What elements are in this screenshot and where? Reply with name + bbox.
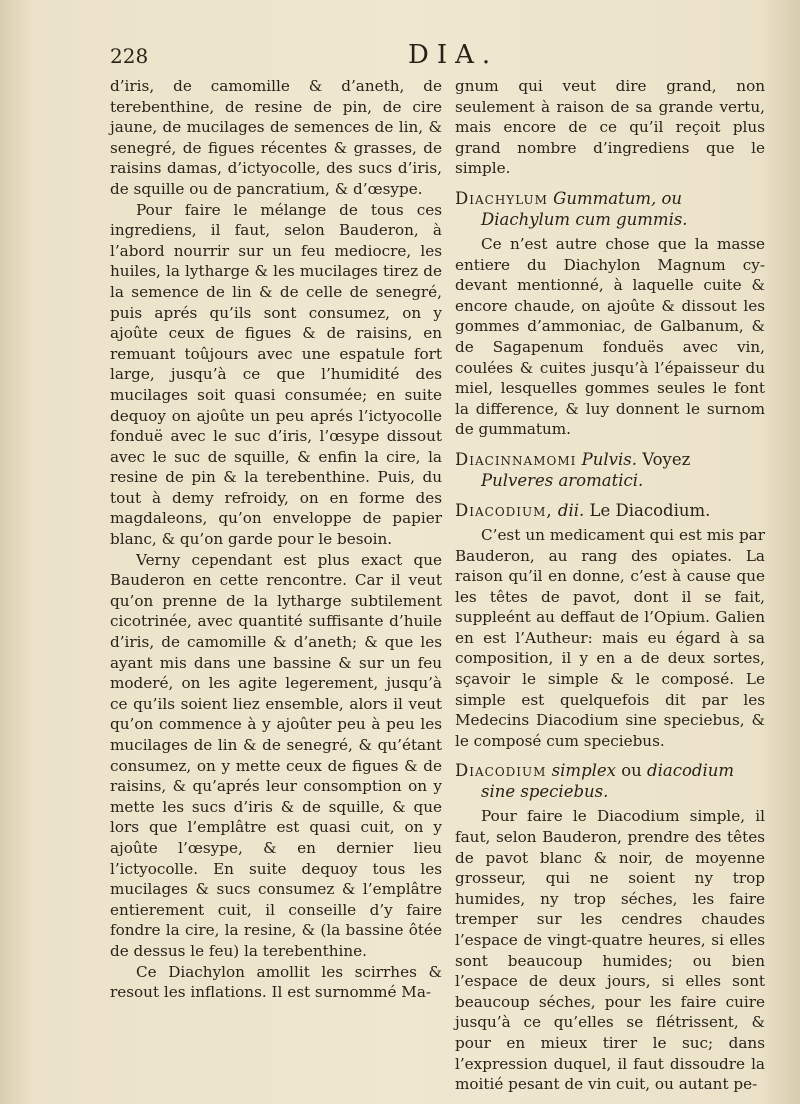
entry-headword: Diacodium,: [455, 500, 553, 520]
right-column: [455, 76, 765, 1095]
entry-connector: ou: [621, 761, 642, 781]
cross-reference-target: Pulveres aromatici.: [481, 470, 644, 490]
entry-subtitle: Gummatum, ou Diachylum cum gummis.: [481, 188, 688, 229]
paragraph: C’est un medicament qui est mis par Bauderon, au rang des opiates. La raison qu’il en donne, c’est à cause que les têtes de pavot, dont il se fait, suppleént au deffaut de l’Opium. Galien en est l’Autheur: mais eu égard à sa composition, il y en a de deux sortes, sçavoir le simple & le composé. Le simple est quelquefois dit par les Medecins Diacodium sine speciebus, & le composé cum speciebus.: [455, 525, 765, 750]
entry-translation: Le Diacodium.: [589, 500, 711, 520]
entry-heading-diacodium: [455, 500, 765, 521]
paragraph: d’iris, de camomille & d’aneth, de terebenthine, de resine de pin, de cire jaune, de mucilages de semences de lin, & senegré, de figues récentes & grasses, de raisins damas, d’ictyocolle, des sucs d’iris, de squille ou de pancratium, & d’œsype.: [110, 77, 442, 198]
left-column: [110, 76, 442, 1003]
entry-heading-diacinnamomi: [455, 449, 765, 491]
entry-genitive: dii.: [557, 500, 585, 520]
paragraph: gnum qui veut dire grand, non seulement à raison de sa grande vertu, mais encore de ce qu’il reçoit plus grand nombre d’ingrediens que le simple.: [455, 77, 765, 178]
entry-headword: Diachylum: [455, 188, 548, 208]
entry-subtitle: simplex: [551, 761, 616, 781]
paragraph: Verny cependant est plus exact que Bauderon en cette rencontre. Car il veut qu’on prenne de la lytharge subtilement cicotrinée, avec quantité suffisante d’huile d’iris, de camomille & d’aneth; & que les ayant mis dans une bassine & sur un feu moderé, on les agite legerement, jusqu’à ce qu’ils soient liez ensemble, alors il veut qu’on commence à y ajoûter peu à peu les mucilages de lin & de senegré, & qu’étant consumez, on y mette ceux de figues & de raisins, & qu’aprés leur consomption on y mette les sucs d’iris & de squille, & que lors que l’emplâtre est quasi cuit, on y ajoûte l’œsype, & en dernier lieu l’ictyocolle. En suite dequoy tous les mucilages & sucs consumez & l’emplâtre entierement cuit, il conseille d’y faire fondre la cire, la resine, & (la bassine ôtée de dessus le feu) la terebenthine.: [110, 550, 442, 960]
running-title: DIA.: [408, 40, 499, 70]
cross-reference-label: Voyez: [642, 449, 691, 469]
entry-subtitle-alt: diacodium sine speciebus.: [481, 761, 735, 802]
page-header: [110, 40, 770, 76]
paragraph: Pour faire le Diacodium simple, il faut, selon Bauderon, prendre des têtes de pavot blanc & noir, de moyenne grosseur, qui ne soient ny trop humides, ny trop séches, les faire tremper sur les cendres chaudes l’espace de vingt-quatre heures, si elles sont beaucoup humides; ou bien l’espace de deux jours, si elles sont beaucoup séches, pour les faire cuire jusqu’à ce qu’elles se flétrissent, & pour en mieux tirer le suc; dans l’expression duquel, il faut dissoudre la moitié pesant de vin cuit, ou autant pe-: [455, 807, 765, 1094]
paragraph: Ce Diachylon amollit les scirrhes & resout les inflations. Il est surnommé Ma-: [110, 962, 442, 1002]
entry-headword: Diacinnamomi: [455, 449, 577, 469]
page-number: 228: [110, 44, 149, 68]
entry-subtitle: Pulvis.: [581, 449, 637, 469]
entry-headword: Diacodium: [455, 761, 547, 781]
entry-heading-diacodium-simplex: [455, 760, 765, 802]
entry-heading-diachylum: [455, 188, 765, 230]
paragraph: Pour faire le mélange de tous ces ingrediens, il faut, selon Bauderon, à l’abord nourrir sur un feu mediocre, les huiles, la lytharge & les mucilages tirez de la semence de lin & de celle de senegré, puis aprés qu’ils sont consumez, on y ajoûte ceux de figues & de raisins, en remuant toûjours avec une espatule fort large, jusqu’à ce que l’humidité des mucilages soit quasi consumée; en suite dequoy on ajoûte un peu aprés l’ictyocolle fonduë avec le suc d’iris, l’œsype dissout avec le suc de squille, & enfin la cire, la resine de pin & la terebenthine. Puis, du tout à demy refroidy, on en forme des magdaleons, qu’on enveloppe de papier blanc, & qu’on garde pour le besoin.: [110, 200, 442, 549]
paragraph: Ce n’est autre chose que la masse entiere du Diachylon Magnum cy-devant mentionné, à laquelle cuite & encore chaude, on ajoûte & dissout les gommes d’ammoniac, de Galbanum, & de Sagapenum fonduës avec vin, coulées & cuites jusqu’à l’épaisseur du miel, lesquelles gommes seules le font la difference, & luy donnent le surnom de gummatum.: [455, 234, 765, 439]
